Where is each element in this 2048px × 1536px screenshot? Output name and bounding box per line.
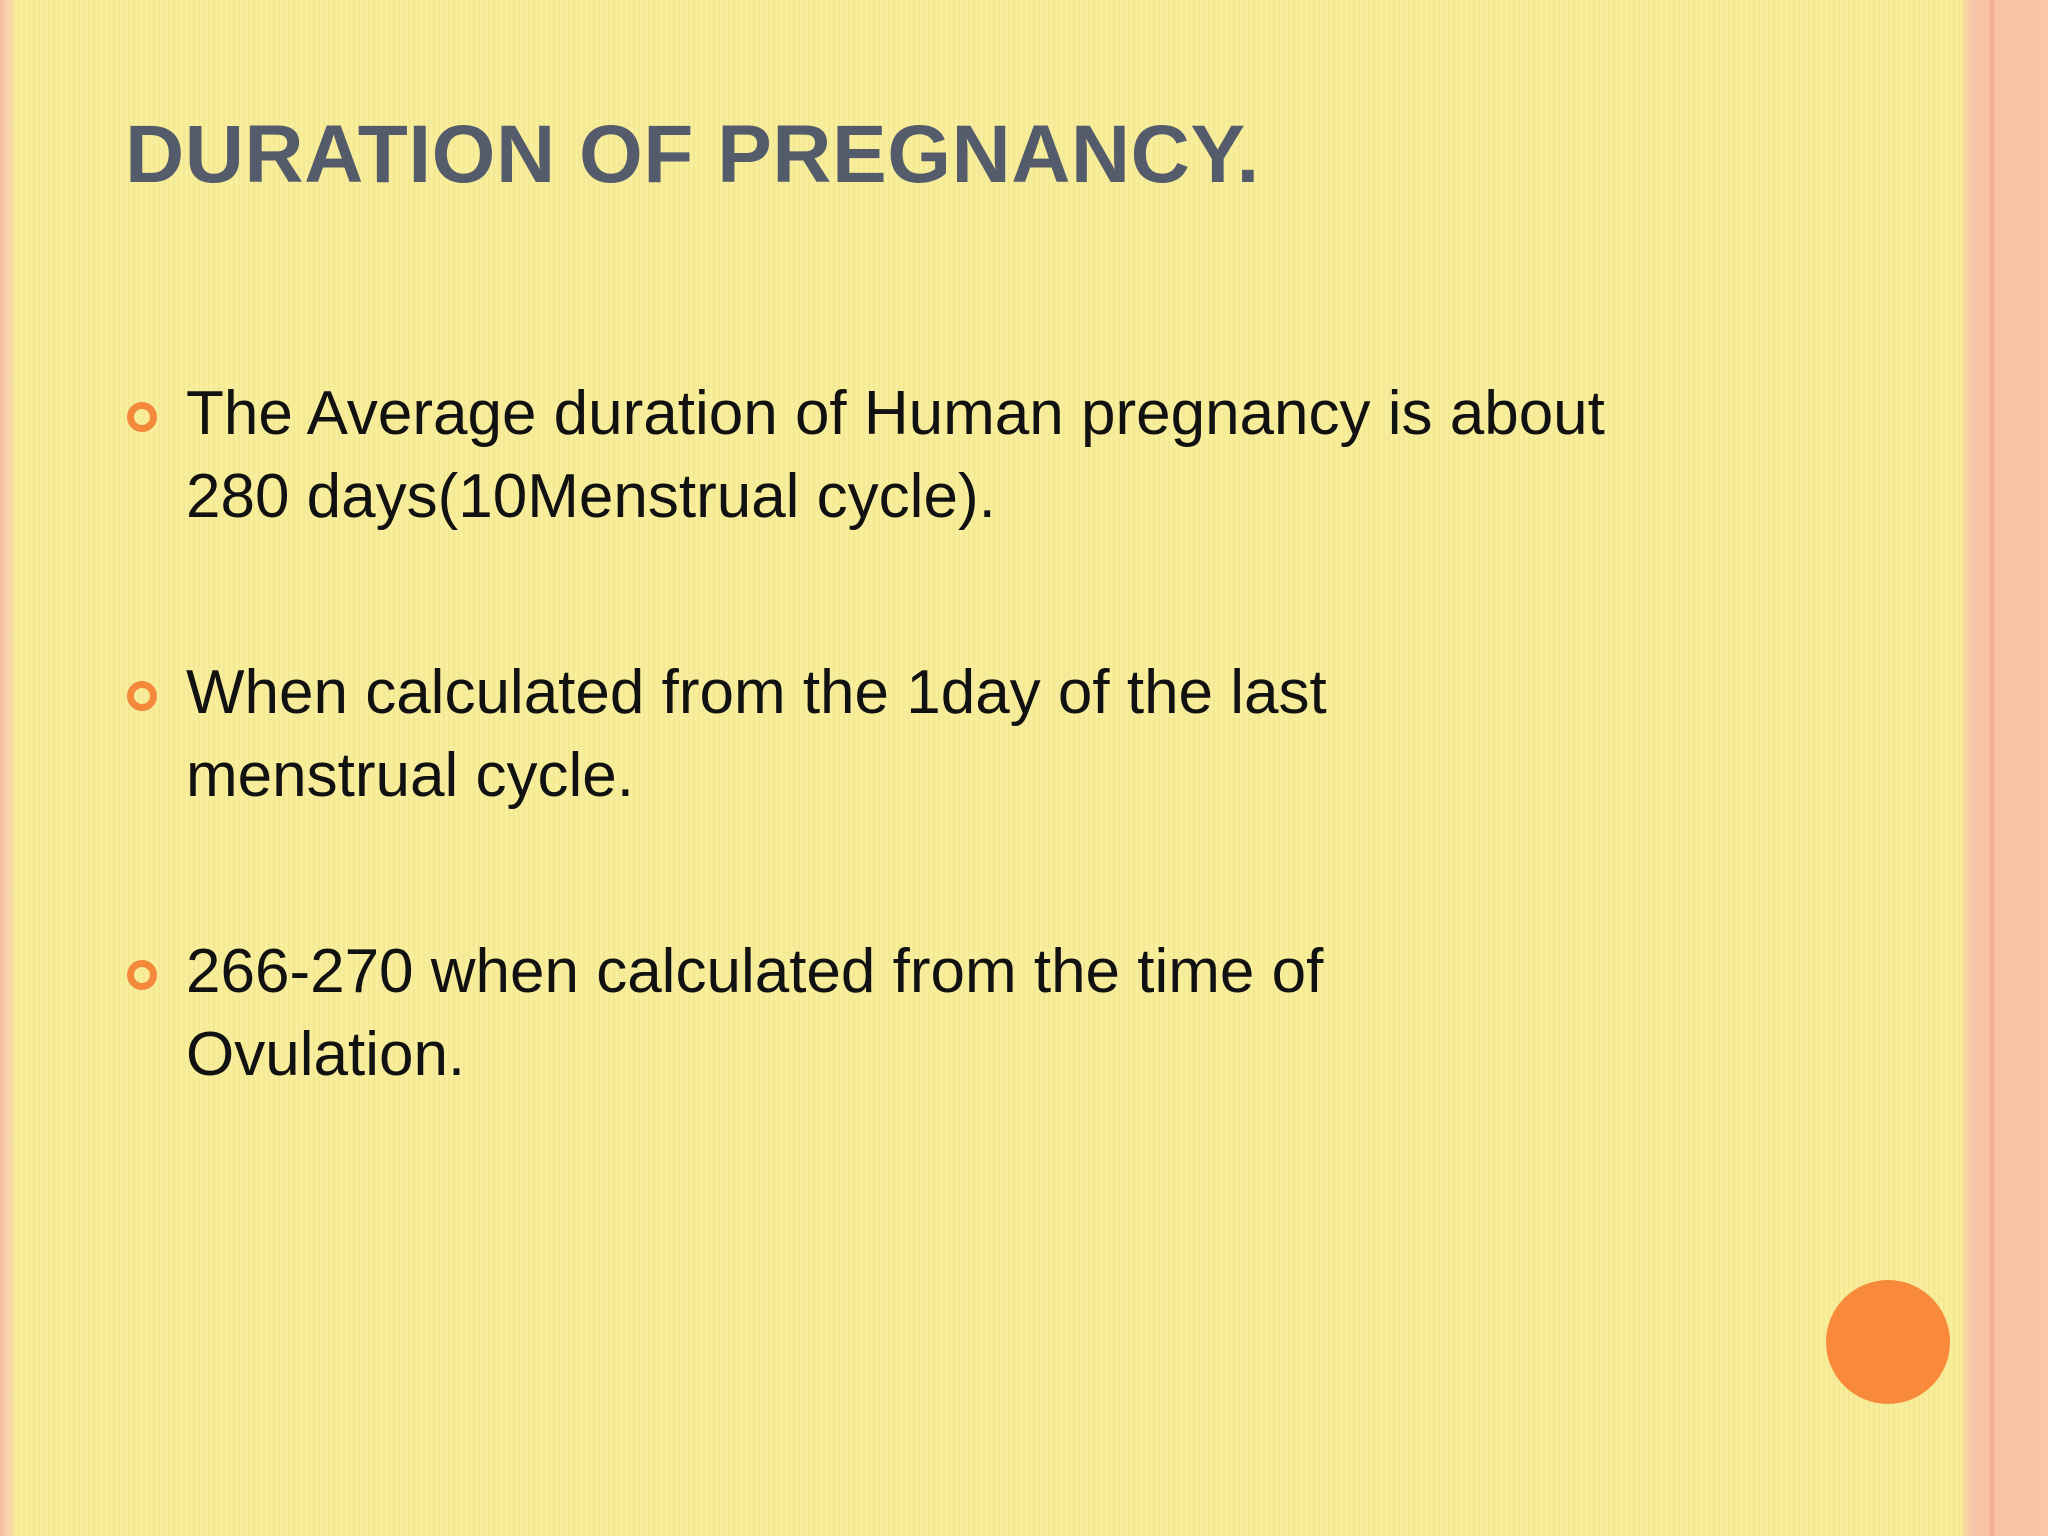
bullet-circle-icon [127, 681, 157, 711]
bullet-text-line: When calculated from the 1day of the last [186, 658, 1327, 727]
bullet-text-line: The Average duration of Human pregnancy is about [186, 379, 1605, 448]
left-border-stripe [0, 0, 14, 1536]
bullet-circle-icon [127, 960, 157, 990]
bullet-item [125, 651, 1825, 817]
bullet-text-line: 266-270 when calculated from the time of [186, 937, 1324, 1006]
bullet-item [125, 372, 1825, 538]
bullet-list [125, 372, 1825, 1209]
bullet-circle-icon [127, 402, 157, 432]
bullet-text-line: Ovulation. [186, 1020, 466, 1089]
decorative-circle-icon [1826, 1280, 1950, 1404]
bullet-text-line: 280 days(10Menstrual cycle). [186, 462, 996, 531]
bullet-text-line: menstrual cycle. [186, 741, 634, 810]
right-border-band [1962, 0, 2048, 1536]
bullet-item [125, 930, 1825, 1096]
slide-title: DURATION OF PREGNANCY. [125, 109, 1260, 200]
